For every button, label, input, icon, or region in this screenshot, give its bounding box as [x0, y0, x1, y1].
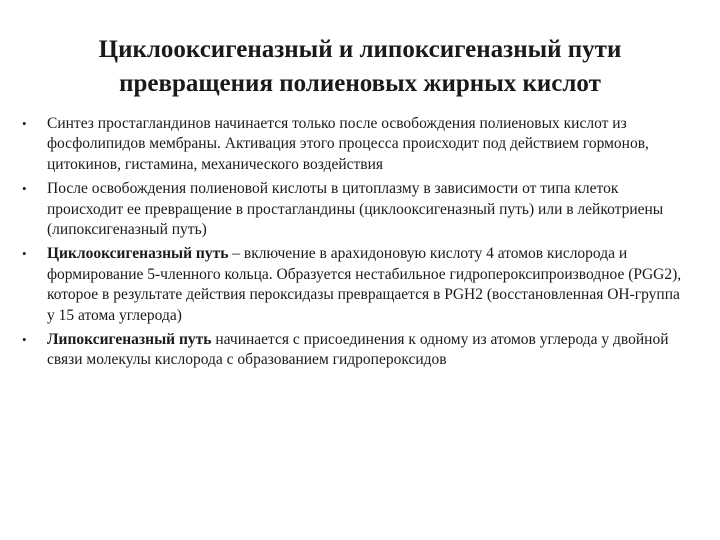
bullet-bold-term: Липоксигеназный путь	[47, 331, 212, 349]
slide-title	[40, 33, 680, 101]
bullet-marker: •	[22, 246, 27, 262]
bullet-marker: •	[22, 116, 27, 131]
bullet-item-release	[22, 179, 690, 240]
bullet-marker: •	[22, 332, 27, 348]
bullet-item-cyclooxygenase	[22, 244, 690, 326]
title-line-2: превращения полиеновых жирных кислот	[119, 70, 601, 97]
title-line-1: Циклооксигеназный и липоксигеназный пути	[98, 36, 622, 63]
bullet-item-lipoxygenase	[22, 330, 690, 371]
bullet-text: – включение в арахидоновую кислоту 4 атомов кислорода и формирование 5-членного кольца. Образуется нестабильное гидропероксипроизводное (PGG2), которое в результате действия пероксидазы превращается в PGH2 (восстановленная ОН-группа у 15 атома углерода)	[47, 245, 682, 324]
bullet-marker: •	[22, 181, 27, 197]
bullet-list	[22, 114, 690, 375]
bullet-text: начинается с присоединения к одному из атомов углерода у двойной связи молекулы кислорода с образованием гидропероксидов	[47, 331, 669, 369]
bullet-text: Синтез простагландинов начинается только после освобождения полиеновых кислот из фосфолипидов мембраны. Активация этого процесса происходит под действием гормонов, цитокинов, гистамина, механического воздействия	[47, 115, 649, 173]
bullet-text: После освобождения полиеновой кислоты в цитоплазму в зависимости от типа клеток происходит ее превращение в простагландины (циклооксигеназный путь) или в лейкотриены (липоксигеназный путь)	[47, 180, 664, 239]
bullet-bold-term: Циклооксигеназный путь	[47, 245, 229, 263]
bullet-item-synthesis	[22, 114, 690, 175]
